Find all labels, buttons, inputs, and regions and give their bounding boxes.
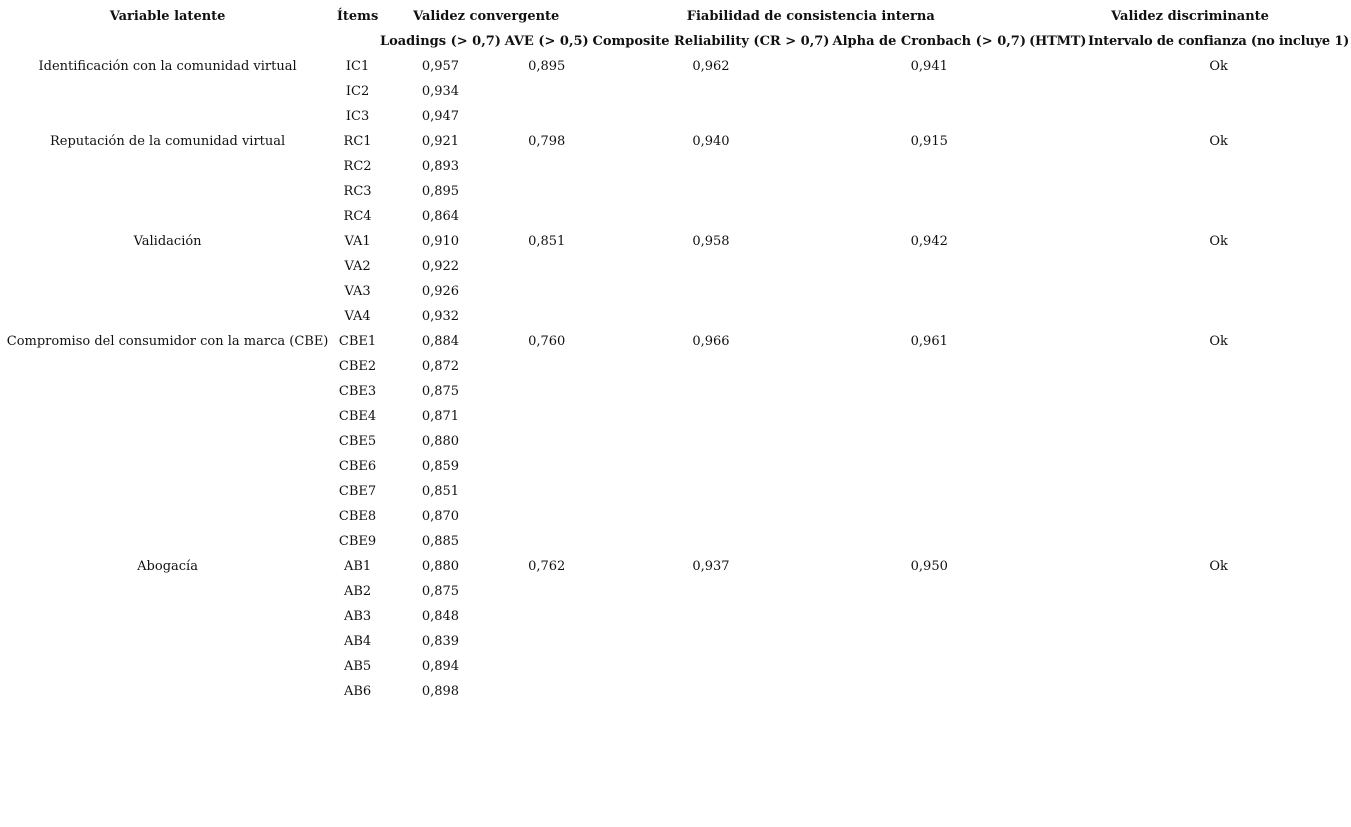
table-row xyxy=(0,604,1351,629)
item-cell: CBE9 xyxy=(338,534,377,549)
ave-cell xyxy=(501,79,593,104)
alpha-cell: 0,941 xyxy=(910,59,948,74)
item-cell: AB6 xyxy=(343,684,372,699)
header-variable-latente: Variable latente xyxy=(109,9,226,24)
cr-cell xyxy=(592,279,829,304)
ci-cell xyxy=(1086,679,1351,704)
variable-cell xyxy=(0,479,335,504)
alpha-cell xyxy=(829,504,1029,529)
item-cell: CBE1 xyxy=(338,334,377,349)
table-row xyxy=(0,654,1351,679)
alpha-cell xyxy=(829,379,1029,404)
ci-cell: Ok xyxy=(1209,559,1228,574)
ci-cell xyxy=(1086,279,1351,304)
htmt-cell xyxy=(1029,179,1086,204)
alpha-cell xyxy=(829,204,1029,229)
ci-cell xyxy=(1086,604,1351,629)
item-cell: CBE8 xyxy=(338,509,377,524)
ci-cell xyxy=(1086,404,1351,429)
htmt-cell xyxy=(1029,329,1086,354)
ave-cell xyxy=(501,354,593,379)
variable-cell xyxy=(0,354,335,379)
ave-cell: 0,798 xyxy=(528,134,566,149)
alpha-cell xyxy=(829,429,1029,454)
variable-cell xyxy=(0,454,335,479)
table-row xyxy=(0,79,1351,104)
ci-cell xyxy=(1086,579,1351,604)
item-cell: RC2 xyxy=(343,159,372,174)
table-row xyxy=(0,504,1351,529)
header-validez-convergente: Validez convergente xyxy=(413,9,560,24)
cr-cell xyxy=(592,604,829,629)
header-row-sub xyxy=(0,29,1351,54)
ave-cell: 0,895 xyxy=(528,59,566,74)
ave-cell xyxy=(501,579,593,604)
variable-cell xyxy=(0,379,335,404)
ave-cell xyxy=(501,279,593,304)
loading-cell: 0,871 xyxy=(421,409,460,424)
cr-cell xyxy=(592,204,829,229)
ci-cell xyxy=(1086,154,1351,179)
item-cell: IC2 xyxy=(345,84,370,99)
item-cell: CBE2 xyxy=(338,359,377,374)
cr-cell: 0,940 xyxy=(692,134,730,149)
alpha-cell xyxy=(829,679,1029,704)
ave-cell: 0,760 xyxy=(528,334,566,349)
table-row xyxy=(0,479,1351,504)
loading-cell: 0,947 xyxy=(421,109,460,124)
cr-cell xyxy=(592,154,829,179)
cr-cell xyxy=(592,304,829,329)
item-cell: VA3 xyxy=(344,284,371,299)
item-cell: CBE7 xyxy=(338,484,377,499)
item-cell: VA4 xyxy=(344,309,371,324)
table-row xyxy=(0,129,1351,154)
table-row xyxy=(0,304,1351,329)
table-row xyxy=(0,529,1351,554)
table-body xyxy=(0,54,1351,704)
htmt-cell xyxy=(1029,679,1086,704)
ave-cell xyxy=(501,529,593,554)
htmt-cell xyxy=(1029,429,1086,454)
loading-cell: 0,957 xyxy=(421,59,460,74)
htmt-cell xyxy=(1029,354,1086,379)
table-row xyxy=(0,579,1351,604)
ave-cell xyxy=(501,254,593,279)
ci-cell: Ok xyxy=(1209,234,1228,249)
alpha-cell xyxy=(829,254,1029,279)
ave-cell xyxy=(501,154,593,179)
item-cell: CBE3 xyxy=(338,384,377,399)
htmt-cell xyxy=(1029,104,1086,129)
loading-cell: 0,885 xyxy=(421,534,460,549)
variable-cell xyxy=(0,79,335,104)
header-alpha: Alpha de Cronbach (> 0,7) xyxy=(832,34,1026,49)
table-row xyxy=(0,429,1351,454)
cr-cell xyxy=(592,579,829,604)
table-row xyxy=(0,404,1351,429)
cr-cell xyxy=(592,179,829,204)
measurement-model-table xyxy=(0,4,1351,704)
header-fiabilidad: Fiabilidad de consistencia interna xyxy=(686,9,935,24)
alpha-cell xyxy=(829,479,1029,504)
ave-cell: 0,762 xyxy=(528,559,566,574)
ave-cell xyxy=(501,304,593,329)
table-row xyxy=(0,554,1351,579)
alpha-cell xyxy=(829,654,1029,679)
ave-cell xyxy=(501,104,593,129)
loading-cell: 0,859 xyxy=(421,459,460,474)
ave-cell xyxy=(501,504,593,529)
htmt-cell xyxy=(1029,504,1086,529)
item-cell: CBE5 xyxy=(338,434,377,449)
table-row xyxy=(0,54,1351,79)
htmt-cell xyxy=(1029,279,1086,304)
item-cell: IC3 xyxy=(345,109,370,124)
loading-cell: 0,884 xyxy=(421,334,460,349)
loading-cell: 0,848 xyxy=(421,609,460,624)
variable-cell xyxy=(0,254,335,279)
ci-cell xyxy=(1086,629,1351,654)
header-ave: AVE (> 0,5) xyxy=(504,34,589,49)
ci-cell xyxy=(1086,104,1351,129)
loading-cell: 0,921 xyxy=(421,134,460,149)
variable-cell xyxy=(0,629,335,654)
variable-cell: Identificación con la comunidad virtual xyxy=(38,59,297,74)
loading-cell: 0,910 xyxy=(421,234,460,249)
header-intervalo: Intervalo de confianza (no incluye 1) xyxy=(1088,34,1350,49)
item-cell: RC4 xyxy=(343,209,372,224)
table-row xyxy=(0,279,1351,304)
htmt-cell xyxy=(1029,654,1086,679)
htmt-cell xyxy=(1029,554,1086,579)
alpha-cell xyxy=(829,404,1029,429)
alpha-cell xyxy=(829,279,1029,304)
cr-cell xyxy=(592,629,829,654)
variable-cell xyxy=(0,304,335,329)
variable-cell xyxy=(0,604,335,629)
ci-cell xyxy=(1086,304,1351,329)
table-row xyxy=(0,229,1351,254)
cr-cell xyxy=(592,479,829,504)
variable-cell xyxy=(0,404,335,429)
header-htmt: (HTMT) xyxy=(1029,34,1087,49)
htmt-cell xyxy=(1029,579,1086,604)
cr-cell xyxy=(592,254,829,279)
variable-cell: Abogacía xyxy=(137,559,198,574)
ci-cell xyxy=(1086,204,1351,229)
table-row xyxy=(0,379,1351,404)
cr-cell xyxy=(592,529,829,554)
ci-cell: Ok xyxy=(1209,134,1228,149)
loading-cell: 0,898 xyxy=(421,684,460,699)
table-row xyxy=(0,329,1351,354)
variable-cell xyxy=(0,429,335,454)
variable-cell xyxy=(0,579,335,604)
ci-cell xyxy=(1086,354,1351,379)
alpha-cell xyxy=(829,179,1029,204)
ci-cell: Ok xyxy=(1209,334,1228,349)
table-row xyxy=(0,354,1351,379)
htmt-cell xyxy=(1029,254,1086,279)
loading-cell: 0,895 xyxy=(421,184,460,199)
item-cell: VA2 xyxy=(344,259,371,274)
variable-cell xyxy=(0,654,335,679)
header-composite-reliability: Composite Reliability (CR > 0,7) xyxy=(592,34,830,49)
loading-cell: 0,934 xyxy=(421,84,460,99)
ave-cell: 0,851 xyxy=(528,234,566,249)
htmt-cell xyxy=(1029,404,1086,429)
cr-cell xyxy=(592,454,829,479)
ave-cell xyxy=(501,654,593,679)
htmt-cell xyxy=(1029,629,1086,654)
htmt-cell xyxy=(1029,304,1086,329)
item-cell: AB1 xyxy=(343,559,372,574)
ci-cell xyxy=(1086,379,1351,404)
item-cell: CBE6 xyxy=(338,459,377,474)
header-loadings: Loadings (> 0,7) xyxy=(379,34,501,49)
cr-cell xyxy=(592,404,829,429)
variable-cell xyxy=(0,204,335,229)
loading-cell: 0,893 xyxy=(421,159,460,174)
ci-cell xyxy=(1086,479,1351,504)
htmt-cell xyxy=(1029,454,1086,479)
ave-cell xyxy=(501,629,593,654)
table-row xyxy=(0,629,1351,654)
loading-cell: 0,864 xyxy=(421,209,460,224)
table-row xyxy=(0,154,1351,179)
ci-cell xyxy=(1086,79,1351,104)
ci-cell xyxy=(1086,254,1351,279)
alpha-cell: 0,950 xyxy=(910,559,948,574)
ave-cell xyxy=(501,429,593,454)
cr-cell xyxy=(592,104,829,129)
cr-cell: 0,958 xyxy=(692,234,730,249)
htmt-cell xyxy=(1029,154,1086,179)
variable-cell xyxy=(0,679,335,704)
alpha-cell: 0,915 xyxy=(910,134,948,149)
variable-cell: Compromiso del consumidor con la marca (CBE) xyxy=(6,334,329,349)
alpha-cell xyxy=(829,529,1029,554)
alpha-cell xyxy=(829,79,1029,104)
alpha-cell xyxy=(829,154,1029,179)
ave-cell xyxy=(501,204,593,229)
table-row xyxy=(0,104,1351,129)
item-cell: RC1 xyxy=(343,134,372,149)
cr-cell xyxy=(592,79,829,104)
alpha-cell xyxy=(829,104,1029,129)
table-row xyxy=(0,204,1351,229)
table-row xyxy=(0,254,1351,279)
htmt-cell xyxy=(1029,54,1086,79)
loading-cell: 0,880 xyxy=(421,434,460,449)
alpha-cell xyxy=(829,454,1029,479)
ci-cell xyxy=(1086,179,1351,204)
ave-cell xyxy=(501,379,593,404)
ci-cell: Ok xyxy=(1209,59,1228,74)
alpha-cell xyxy=(829,304,1029,329)
cr-cell xyxy=(592,504,829,529)
item-cell: VA1 xyxy=(344,234,371,249)
item-cell: AB2 xyxy=(343,584,372,599)
variable-cell xyxy=(0,504,335,529)
htmt-cell xyxy=(1029,229,1086,254)
htmt-cell xyxy=(1029,604,1086,629)
header-validez-discriminante: Validez discriminante xyxy=(1111,9,1269,24)
ave-cell xyxy=(501,479,593,504)
cr-cell: 0,966 xyxy=(692,334,730,349)
cr-cell xyxy=(592,379,829,404)
htmt-cell xyxy=(1029,379,1086,404)
ci-cell xyxy=(1086,454,1351,479)
loading-cell: 0,851 xyxy=(421,484,460,499)
ave-cell xyxy=(501,679,593,704)
ci-cell xyxy=(1086,654,1351,679)
variable-cell xyxy=(0,529,335,554)
ave-cell xyxy=(501,179,593,204)
loading-cell: 0,932 xyxy=(421,309,460,324)
loading-cell: 0,926 xyxy=(421,284,460,299)
item-cell: AB3 xyxy=(343,609,372,624)
item-cell: AB4 xyxy=(343,634,372,649)
loading-cell: 0,894 xyxy=(421,659,460,674)
table-header xyxy=(0,4,1351,54)
htmt-cell xyxy=(1029,479,1086,504)
loading-cell: 0,839 xyxy=(421,634,460,649)
header-empty-1 xyxy=(0,29,335,54)
ave-cell xyxy=(501,454,593,479)
loading-cell: 0,922 xyxy=(421,259,460,274)
item-cell: CBE4 xyxy=(338,409,377,424)
item-cell: AB5 xyxy=(343,659,372,674)
variable-cell xyxy=(0,179,335,204)
alpha-cell: 0,961 xyxy=(910,334,948,349)
header-row-top xyxy=(0,4,1351,29)
htmt-cell xyxy=(1029,204,1086,229)
htmt-cell xyxy=(1029,129,1086,154)
table-row xyxy=(0,454,1351,479)
item-cell: RC3 xyxy=(343,184,372,199)
header-empty-2 xyxy=(335,29,380,54)
ave-cell xyxy=(501,404,593,429)
loading-cell: 0,872 xyxy=(421,359,460,374)
loading-cell: 0,870 xyxy=(421,509,460,524)
cr-cell xyxy=(592,679,829,704)
cr-cell xyxy=(592,429,829,454)
ave-cell xyxy=(501,604,593,629)
alpha-cell xyxy=(829,604,1029,629)
loading-cell: 0,875 xyxy=(421,384,460,399)
htmt-cell xyxy=(1029,79,1086,104)
alpha-cell xyxy=(829,629,1029,654)
variable-cell xyxy=(0,279,335,304)
loading-cell: 0,875 xyxy=(421,584,460,599)
alpha-cell: 0,942 xyxy=(910,234,948,249)
variable-cell xyxy=(0,154,335,179)
table-row xyxy=(0,179,1351,204)
header-items: Ítems xyxy=(336,9,379,24)
htmt-cell xyxy=(1029,529,1086,554)
alpha-cell xyxy=(829,579,1029,604)
variable-cell xyxy=(0,104,335,129)
variable-cell: Validación xyxy=(133,234,202,249)
cr-cell: 0,937 xyxy=(692,559,730,574)
variable-cell: Reputación de la comunidad virtual xyxy=(49,134,286,149)
cr-cell xyxy=(592,354,829,379)
item-cell: IC1 xyxy=(345,59,370,74)
ci-cell xyxy=(1086,529,1351,554)
cr-cell: 0,962 xyxy=(692,59,730,74)
cr-cell xyxy=(592,654,829,679)
alpha-cell xyxy=(829,354,1029,379)
ci-cell xyxy=(1086,429,1351,454)
table-row xyxy=(0,679,1351,704)
loading-cell: 0,880 xyxy=(421,559,460,574)
ci-cell xyxy=(1086,504,1351,529)
